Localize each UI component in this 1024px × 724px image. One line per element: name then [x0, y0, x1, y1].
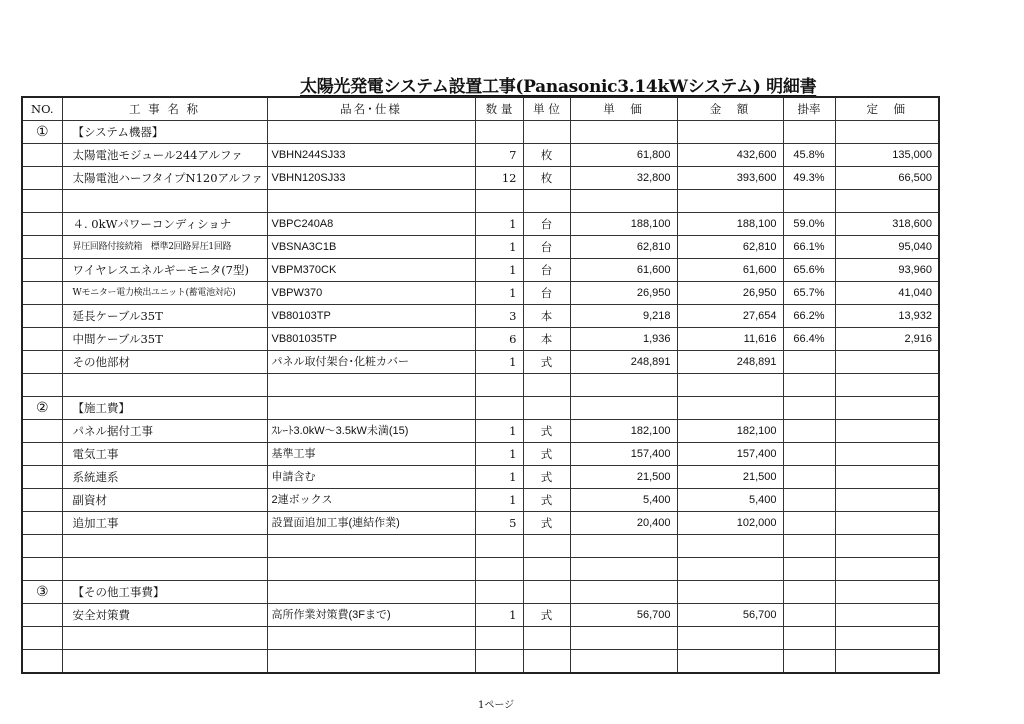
table-row	[22, 305, 939, 328]
cell-rate	[783, 558, 835, 581]
cell-rate: 65.6%	[783, 259, 835, 282]
cell-work-name	[62, 558, 267, 581]
cell-amount	[677, 650, 783, 674]
cell-spec: VBHN120SJ33	[267, 167, 475, 190]
table-row	[22, 328, 939, 351]
cell-amount: 56,700	[677, 604, 783, 627]
cell-unit-price: 32,800	[570, 167, 677, 190]
cell-no	[22, 489, 62, 512]
estimate-table	[21, 96, 940, 674]
cell-rate: 59.0%	[783, 213, 835, 236]
cell-no	[22, 282, 62, 305]
cell-list-price: 41,040	[835, 282, 939, 305]
cell-spec: VBHN244SJ33	[267, 144, 475, 167]
cell-work-name	[62, 374, 267, 397]
cell-amount	[677, 535, 783, 558]
table-row	[22, 420, 939, 443]
cell-no	[22, 627, 62, 650]
cell-rate	[783, 627, 835, 650]
cell-no: ③	[22, 581, 62, 604]
table-row	[22, 558, 939, 581]
cell-work-name: 太陽電池モジュール244アルファ	[62, 144, 267, 167]
cell-unit-price: 20,400	[570, 512, 677, 535]
cell-spec: 高所作業対策費(3Fまで)	[267, 604, 475, 627]
cell-list-price	[835, 650, 939, 674]
cell-unit	[523, 581, 570, 604]
cell-list-price: 318,600	[835, 213, 939, 236]
table-row	[22, 282, 939, 305]
table-row	[22, 443, 939, 466]
cell-no	[22, 305, 62, 328]
cell-no	[22, 374, 62, 397]
cell-rate	[783, 121, 835, 144]
cell-qty: 1	[475, 213, 523, 236]
cell-qty: 1	[475, 604, 523, 627]
cell-rate: 66.2%	[783, 305, 835, 328]
cell-amount: 432,600	[677, 144, 783, 167]
cell-no	[22, 328, 62, 351]
cell-list-price	[835, 351, 939, 374]
table-row	[22, 213, 939, 236]
cell-rate	[783, 489, 835, 512]
page-number: 1ページ	[478, 700, 515, 711]
cell-amount	[677, 121, 783, 144]
cell-unit-price: 1,936	[570, 328, 677, 351]
cell-no	[22, 466, 62, 489]
table-row	[22, 167, 939, 190]
table-row	[22, 397, 939, 420]
cell-qty: 3	[475, 305, 523, 328]
header-list-price: 定 価	[835, 97, 939, 121]
cell-rate	[783, 581, 835, 604]
cell-unit-price: 5,400	[570, 489, 677, 512]
cell-rate	[783, 397, 835, 420]
cell-unit	[523, 121, 570, 144]
cell-amount	[677, 558, 783, 581]
cell-rate: 66.4%	[783, 328, 835, 351]
header-no: NO.	[22, 97, 62, 121]
cell-rate	[783, 351, 835, 374]
cell-amount: 11,616	[677, 328, 783, 351]
cell-unit-price: 61,800	[570, 144, 677, 167]
cell-qty	[475, 627, 523, 650]
cell-spec: ｽﾚｰﾄ3.0kW～3.5kW未満(15)	[267, 420, 475, 443]
table-row	[22, 489, 939, 512]
cell-spec: 基準工事	[267, 443, 475, 466]
cell-qty: 12	[475, 167, 523, 190]
cell-unit	[523, 627, 570, 650]
cell-unit: 式	[523, 466, 570, 489]
cell-qty	[475, 190, 523, 213]
cell-work-name: 副資材	[62, 489, 267, 512]
header-unit: 単 位	[523, 97, 570, 121]
cell-work-name: 【その他工事費】	[62, 581, 267, 604]
table-row	[22, 236, 939, 259]
cell-unit-price: 9,218	[570, 305, 677, 328]
cell-qty: 1	[475, 259, 523, 282]
cell-qty: 1	[475, 236, 523, 259]
cell-qty: 1	[475, 466, 523, 489]
cell-amount	[677, 397, 783, 420]
cell-rate: 66.1%	[783, 236, 835, 259]
cell-qty	[475, 374, 523, 397]
cell-unit-price	[570, 581, 677, 604]
cell-work-name	[62, 535, 267, 558]
cell-rate	[783, 512, 835, 535]
cell-unit	[523, 650, 570, 674]
cell-no	[22, 213, 62, 236]
cell-spec: 申請含む	[267, 466, 475, 489]
cell-list-price	[835, 581, 939, 604]
cell-list-price: 95,040	[835, 236, 939, 259]
header-rate: 掛率	[783, 97, 835, 121]
cell-no	[22, 351, 62, 374]
cell-work-name: 延長ケーブル35T	[62, 305, 267, 328]
cell-rate	[783, 650, 835, 674]
cell-spec	[267, 121, 475, 144]
cell-qty	[475, 397, 523, 420]
cell-rate	[783, 190, 835, 213]
cell-work-name: ４. 0kWパワーコンディショナ	[62, 213, 267, 236]
cell-work-name: 中間ケーブル35T	[62, 328, 267, 351]
cell-list-price: 66,500	[835, 167, 939, 190]
cell-qty: 7	[475, 144, 523, 167]
cell-unit: 台	[523, 259, 570, 282]
cell-rate	[783, 466, 835, 489]
cell-spec	[267, 627, 475, 650]
cell-rate	[783, 420, 835, 443]
header-unit-price: 単 価	[570, 97, 677, 121]
cell-no: ②	[22, 397, 62, 420]
cell-list-price	[835, 627, 939, 650]
table-row	[22, 604, 939, 627]
table-row	[22, 512, 939, 535]
cell-unit-price: 248,891	[570, 351, 677, 374]
cell-unit: 式	[523, 512, 570, 535]
cell-unit-price	[570, 558, 677, 581]
cell-unit-price: 26,950	[570, 282, 677, 305]
cell-no	[22, 558, 62, 581]
cell-spec: VBSNA3C1B	[267, 236, 475, 259]
cell-no	[22, 236, 62, 259]
cell-work-name: 【施工費】	[62, 397, 267, 420]
cell-unit: 枚	[523, 167, 570, 190]
table-row	[22, 190, 939, 213]
cell-work-name: 電気工事	[62, 443, 267, 466]
cell-spec	[267, 374, 475, 397]
cell-list-price: 135,000	[835, 144, 939, 167]
cell-spec	[267, 581, 475, 604]
cell-spec	[267, 650, 475, 674]
cell-no	[22, 650, 62, 674]
cell-unit: 本	[523, 328, 570, 351]
cell-work-name: 太陽電池ハーフタイプN120アルファ	[62, 167, 267, 190]
cell-qty: 1	[475, 420, 523, 443]
cell-work-name: 昇圧回路付接続箱 標準2回路昇圧1回路	[62, 236, 267, 259]
cell-unit-price: 182,100	[570, 420, 677, 443]
cell-unit	[523, 190, 570, 213]
cell-amount	[677, 374, 783, 397]
cell-unit-price	[570, 121, 677, 144]
cell-no	[22, 420, 62, 443]
cell-spec: VB80103TP	[267, 305, 475, 328]
cell-spec	[267, 397, 475, 420]
cell-rate: 65.7%	[783, 282, 835, 305]
cell-unit	[523, 374, 570, 397]
cell-no	[22, 604, 62, 627]
cell-unit	[523, 558, 570, 581]
cell-list-price: 13,932	[835, 305, 939, 328]
cell-unit-price	[570, 374, 677, 397]
cell-list-price	[835, 604, 939, 627]
cell-amount: 62,810	[677, 236, 783, 259]
cell-amount: 182,100	[677, 420, 783, 443]
cell-work-name: ワイヤレスエネルギーモニタ(7型)	[62, 259, 267, 282]
cell-qty: 1	[475, 351, 523, 374]
cell-amount: 61,600	[677, 259, 783, 282]
document-title: 太陽光発電システム設置工事(Panasonic3.14kWシステム) 明細書	[300, 77, 817, 97]
cell-amount: 102,000	[677, 512, 783, 535]
table-row	[22, 466, 939, 489]
cell-unit-price	[570, 535, 677, 558]
header-spec: 品名･仕様	[267, 97, 475, 121]
cell-unit-price: 188,100	[570, 213, 677, 236]
cell-unit-price: 62,810	[570, 236, 677, 259]
cell-unit-price	[570, 190, 677, 213]
cell-qty	[475, 558, 523, 581]
cell-spec: VB801035TP	[267, 328, 475, 351]
cell-no	[22, 535, 62, 558]
cell-work-name: その他部材	[62, 351, 267, 374]
cell-qty: 1	[475, 489, 523, 512]
cell-unit-price	[570, 627, 677, 650]
cell-qty	[475, 581, 523, 604]
cell-work-name: 【システム機器】	[62, 121, 267, 144]
cell-list-price	[835, 121, 939, 144]
cell-list-price	[835, 443, 939, 466]
cell-list-price: 2,916	[835, 328, 939, 351]
cell-qty: 6	[475, 328, 523, 351]
cell-spec: パネル取付架台･化粧カバー	[267, 351, 475, 374]
cell-rate: 45.8%	[783, 144, 835, 167]
cell-rate	[783, 604, 835, 627]
cell-unit: 本	[523, 305, 570, 328]
table-row	[22, 121, 939, 144]
table-header-row	[22, 97, 939, 121]
cell-spec: VBPW370	[267, 282, 475, 305]
cell-spec: 設置面追加工事(連結作業)	[267, 512, 475, 535]
cell-amount	[677, 581, 783, 604]
cell-amount: 27,654	[677, 305, 783, 328]
cell-unit: 式	[523, 443, 570, 466]
cell-rate	[783, 443, 835, 466]
cell-no: ①	[22, 121, 62, 144]
cell-qty: 5	[475, 512, 523, 535]
cell-unit: 台	[523, 282, 570, 305]
cell-spec: VBPM370CK	[267, 259, 475, 282]
cell-qty	[475, 535, 523, 558]
cell-list-price	[835, 558, 939, 581]
cell-unit: 台	[523, 213, 570, 236]
cell-unit-price	[570, 650, 677, 674]
cell-unit-price: 157,400	[570, 443, 677, 466]
cell-unit-price: 56,700	[570, 604, 677, 627]
cell-work-name	[62, 627, 267, 650]
cell-work-name: 追加工事	[62, 512, 267, 535]
header-qty: 数 量	[475, 97, 523, 121]
cell-amount: 157,400	[677, 443, 783, 466]
cell-unit: 式	[523, 489, 570, 512]
cell-rate	[783, 535, 835, 558]
cell-spec	[267, 558, 475, 581]
cell-qty	[475, 121, 523, 144]
cell-list-price	[835, 535, 939, 558]
cell-unit	[523, 397, 570, 420]
cell-work-name: パネル据付工事	[62, 420, 267, 443]
cell-unit: 台	[523, 236, 570, 259]
cell-unit: 式	[523, 420, 570, 443]
header-amount: 金 額	[677, 97, 783, 121]
cell-qty	[475, 650, 523, 674]
cell-no	[22, 190, 62, 213]
cell-unit	[523, 535, 570, 558]
table-row	[22, 144, 939, 167]
cell-list-price	[835, 397, 939, 420]
cell-amount	[677, 190, 783, 213]
table-row	[22, 581, 939, 604]
cell-spec	[267, 535, 475, 558]
table-row	[22, 650, 939, 674]
cell-work-name: Wモニター電力検出ユニット(蓄電池対応)	[62, 282, 267, 305]
cell-no	[22, 144, 62, 167]
cell-spec	[267, 190, 475, 213]
cell-qty: 1	[475, 282, 523, 305]
cell-no	[22, 167, 62, 190]
cell-work-name: 系統連系	[62, 466, 267, 489]
cell-amount: 248,891	[677, 351, 783, 374]
table-row	[22, 259, 939, 282]
cell-list-price	[835, 420, 939, 443]
cell-amount: 21,500	[677, 466, 783, 489]
table-row	[22, 351, 939, 374]
cell-list-price	[835, 374, 939, 397]
cell-list-price	[835, 466, 939, 489]
cell-amount	[677, 627, 783, 650]
cell-unit-price	[570, 397, 677, 420]
table-body	[22, 121, 939, 674]
table-row	[22, 535, 939, 558]
cell-qty: 1	[475, 443, 523, 466]
cell-list-price	[835, 512, 939, 535]
cell-list-price	[835, 190, 939, 213]
cell-unit-price: 61,600	[570, 259, 677, 282]
cell-no	[22, 512, 62, 535]
cell-unit-price: 21,500	[570, 466, 677, 489]
cell-no	[22, 259, 62, 282]
cell-work-name: 安全対策費	[62, 604, 267, 627]
cell-rate: 49.3%	[783, 167, 835, 190]
cell-rate	[783, 374, 835, 397]
cell-amount: 188,100	[677, 213, 783, 236]
cell-spec: VBPC240A8	[267, 213, 475, 236]
cell-work-name	[62, 650, 267, 674]
cell-list-price	[835, 489, 939, 512]
cell-work-name	[62, 190, 267, 213]
cell-list-price: 93,960	[835, 259, 939, 282]
header-work-name: 工 事 名 称	[62, 97, 267, 121]
cell-unit: 式	[523, 351, 570, 374]
cell-unit: 式	[523, 604, 570, 627]
cell-unit: 枚	[523, 144, 570, 167]
cell-spec: 2連ボックス	[267, 489, 475, 512]
table-row	[22, 374, 939, 397]
cell-amount: 393,600	[677, 167, 783, 190]
table-row	[22, 627, 939, 650]
cell-amount: 5,400	[677, 489, 783, 512]
cell-amount: 26,950	[677, 282, 783, 305]
cell-no	[22, 443, 62, 466]
